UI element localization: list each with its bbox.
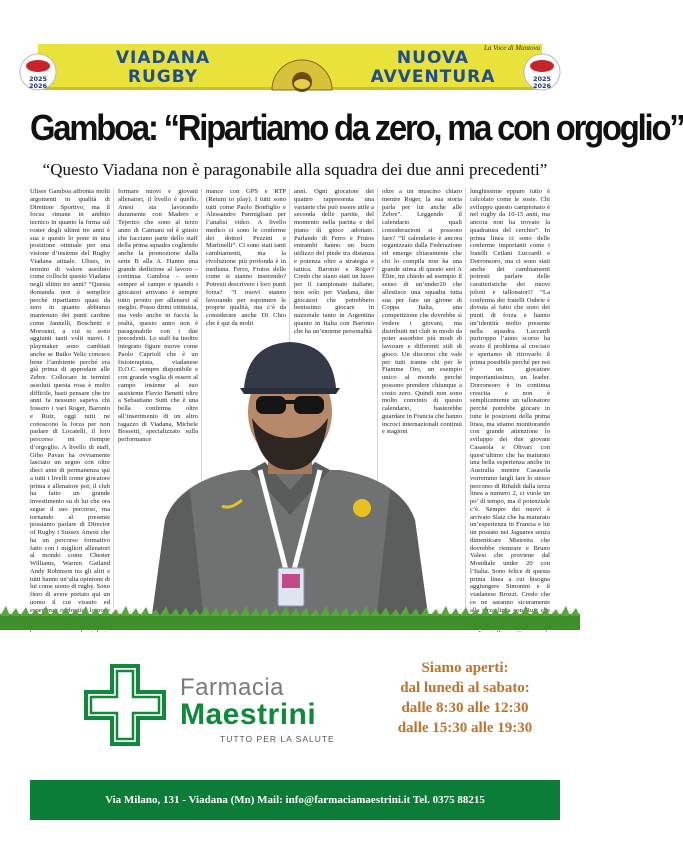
rugby-ball-icon <box>522 52 562 92</box>
pharmacy-advertisement <box>30 632 560 780</box>
banner-title-right-line2: AVVENTURA <box>370 67 496 87</box>
pharmacy-tagline: TUTTO PER LA SALUTE <box>220 734 335 744</box>
article-column-3: mance con GPS e RTP (Return to play). I tutti sono tutti come Paolo Bonfiglio e Alessandro Parmigliani per l’analisi video. A livello medico ci sono le conferme dei dottori Pezzini e Martinelli”. Ci sono stati tanti cambiamenti, ma la rivoluzione più profonda è in mediana. Ferro, Frutos delle come si stanno inserendo? Potresti descrivere i loro punti forza? “I nuovi stanno lavorando per esprimere le proprie qualità, ma c’è da considerare anche Di Chio che è qui da molti <box>206 188 286 327</box>
article-column-1: Ulises Gamboa affronta molti argomenti in qualità di Direttore Sportivo, ma il focus rimane in ambito tecnico in quanto la firma sul roster degli ultimi tre anni è sua e questo lo pone in una posizione ottimale per una visione d’insieme del Rugby Viadana attuale. Ulises, in termini di valore assoluto come collochi questo Viadana negli ultimi tre anni? “Questa domanda non è semplice perché ripartiamo quasi da zero in quanto abbiamo mantenuto dei punti cardine come Jannelli, Boschetti e Morosini, a cui si sono aggiunti tanti volti nuovi. I playmaker sono cambiati anche se Ratko Yelic conosce bene l’ambiente perché era già prima di approdare alle Zebre. Collocare in termini assoluti questa rosa è molto difficile, basti pensare che tre anni fa nessuno sapeva chi fossero i vari Roger, Baronio e Ruiz, oggi tutti ne conoscono la forza per non parlare di Locatelli, il loro percorso mi riempie d’orgoglio. A livello di staff, Gibo Pavan ha ovviamente lasciato un segno con oltre dieci anni di permanenza qui a tutti i livelli come giocatore prima e allenatore poi; il club ha fatto un grande investimento su di lui che ora segue il suo percorso, ma tornando al presente possiamo parlare di Director of Rugby i Sussex Amosi che ha un percorso formativo fatto con i migliori allenatori al mondo come Chester Williams, Warren Gatland Andy Robinson tra gli altri e tutti hanno un’alta opinione di lui come uomo di rugby. Sono fiero di avere portato qui un uomo il cui vissuto ed rugbystica lo pone <box>30 188 110 614</box>
svg-text:2025: 2025 <box>28 75 48 83</box>
article-column-6: lunghissime eppure tutto è calcolato come le sosie. Chi sviluppo questo campionato è nel rugby da 10-15 anni, ma ancora non ha trovato la quadratura del cerchio”. In prima linea ci sono delle conferme importanti come i fratelli Ceilani Luccardi e Dorronsoro, ma ci sono stati anche dei cambiamenti potresti parlare delle caratteristiche dei nuovi piloni e tallonatori? “La conferma dei fratelli Oubrie è dovuta al fatto che sono dei punti di forza e hanno un’identità molto presente nella squadra. Luccardi purtroppo l’anno scorso ha avuto il problema al crociato e speriamo di ritrovarlo il prima possibile perché per noi è un giocatore importantissimo, un leader. Dorronsoro è in continua crescita e non è semplicemente un tallonatore perché potrebbe giocare in tutte le posizioni della prima linea, ma stiamo monitorando con grande attenzione lo sviluppo dei due giovani Casasola e Olivari con quest’ultimo che ha maturato una bella esperienza anche in Australia mentre Casasola vorremmo fargli fare lo stesso percorso di Ribaldi dalla terza linea a numero 2, ci vuole un po’ di tempo, ma il potenziale c’è. Sempre dei nuovi è arrivato Slaiz che ha maturato un’esperienza in Francia e lui un possato nei Jaguares senza dimenticare Mistretta che dovrebbe rientrare e Bruno Valesi che proviene dal Mondiale under 20 con l’Italia. Sono felice di questa prima linea a cui bisogna aggiungere Simonini e il viadanese Brozzi. Credo che ce ne saranno sicuramente alla terza con Ruiz <box>470 188 550 614</box>
hours-line: dalle 8:30 alle 12:30 <box>401 700 529 716</box>
article-headline: Gamboa: “Ripartiamo da zero, ma con orgoglio” <box>30 107 683 148</box>
section-banner <box>38 44 542 90</box>
masthead-logo: La Voce di Mantova <box>484 44 541 52</box>
svg-text:2026: 2026 <box>532 82 552 90</box>
pharmacy-brand-top: Farmacia <box>180 674 285 701</box>
svg-text:2025: 2025 <box>532 75 552 83</box>
rugby-ball-icon <box>18 52 58 92</box>
banner-title-left-line1: VIADANA <box>115 48 211 68</box>
pharmacy-cross-icon <box>84 664 166 746</box>
grass-decoration <box>0 606 580 630</box>
article-subheadline: “Questo Viadana non è paragonabile alla squadra dei due anni precedenti” <box>42 160 548 179</box>
banner-title-left-line2: RUGBY <box>127 67 199 87</box>
portrait-photo <box>110 330 470 630</box>
hours-line: Siamo aperti: <box>421 660 509 676</box>
svg-text:2026: 2026 <box>28 82 48 90</box>
rugby-viadana-crest-icon <box>258 44 346 90</box>
banner-title-right-line1: NUOVA <box>396 48 470 68</box>
pharmacy-brand-name: Maestrini <box>180 698 317 731</box>
opening-hours <box>380 658 550 738</box>
hours-line: dal lunedì al sabato: <box>400 680 530 696</box>
article-column-4: anni. Ogni giocatore dei quattro rappresenta una variante che può essere utile a seconda delle partite, del momento nella partita e del piano di gioco adottato. Parlando di Ferro e Frutos entrambi hanno un buon utilizzo del piede tra distanza e potenza oltre a strategia e tattica. Baronio e Roger? Credo che siano stati un lusso per il campionato italiano, non solo per Viadana, due giocatori che potrebbero benissimo giocare in nazionale tanto in Argentina quanto in Italia con Baronio che ha un’enorme personalità <box>294 188 374 335</box>
hours-line: dalle 15:30 alle 19:30 <box>397 720 533 736</box>
article-column-2: formare nuovi e giovani allenatori, il livello è quello. Anesi sta lavorando duramente con Madero e Tejerizo che sono al terzo anno di Caimani ed è giusto che facciano parte dello staff della prima squadra cogliendo anche la promozione dalla serie B alla A. Hanno una grande dedizione al lavoro – continua Gamboa – sono sempre al campo e quando i giocatori arrivano è sempre tutto pronto per allenarsi al meglio. Posso dirmi ottimista, ma vedo anche in faccia la realtà, questo anno non è paragonabile con i due precedenti. Lo staff ha inoltre integrato figure nuove come Paolo Caprioli che è un fisioterapista, viadanese D.O.C. sempre disponibile e con grande voglia di essere al campo insieme al suo assistente Flavio Benetti oltre a Sebastiano Sutti che è una bella conferma oltre all’inserimento di un altro ragazzo di Viadana, Michele Bossetti, specializzato sulla performance <box>118 188 198 443</box>
article-column-5: oltre a un muscino chiaro mentre Roger, la sua storia parla per lui anche alle Zebre”. Leggendo il calendario quali considerazioni si possono fare? “Il calendario è ancora organizzato dalla Federazione ed emerge chiaramente che chi lo compila non ha una grande stima di questo serì A Élite, mi chiedo ad esempio il senso di un’under20 che allestisce una squadra tutta sua per fare un girone di Coppa Italia, una competizione che dovrebbe sì vedere i giovani, ma distribuiti nei club in modo da poter assorbire più modi di lavorare e differenti stili di gioco. Un discorso che vale per tutti tranne chi per le Fiamme Oro, un esempio unico al mondo perché possono prendere chiunque a costo zero. Quindi non sono molto convinto di questo calendario, basterebbe guardare in Francia che hanno incroci internazionali continui e stagioni <box>382 188 462 436</box>
pharmacy-contact-bar: Via Milano, 131 - Viadana (Mn) Mail: info@farmaciamaestrini.it Tel. 0375 88215 <box>30 780 560 820</box>
